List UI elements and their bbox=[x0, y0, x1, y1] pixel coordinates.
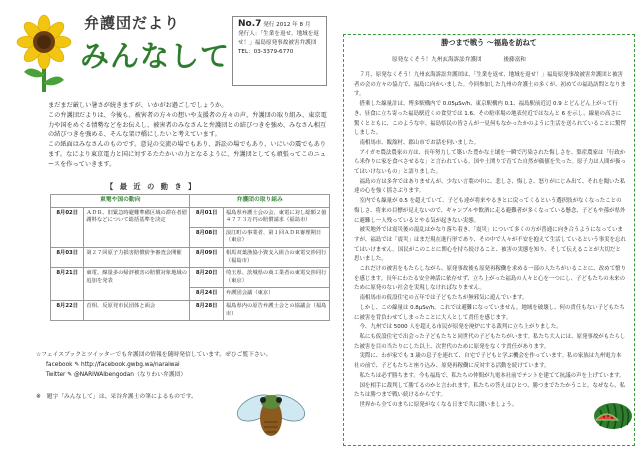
article-paragraph: 福島の方は多弁ではありませんが、少ない言葉の中に、悲しさ、悔しさ、怒りがにじみ出て、それを聞いた私達の心を強く揺さぶります。 bbox=[354, 178, 626, 195]
table-row bbox=[51, 247, 330, 267]
issue-date: 発行 2012 年 8 月 bbox=[263, 22, 311, 28]
event-date: 8月08日 bbox=[190, 227, 223, 247]
event-date: 8月22日 bbox=[51, 300, 84, 320]
article-paragraph: アイガモ農法農家の方は、長年努力して築いた豊かな土壌を一瞬で汚染された悔しさを、梨産農家は「行政から米作りに家を食べさせるな」と言われている。国や土関りで育てた自然が価値を失った。原子力は人間が扱ってはいけないもの」と語りました。 bbox=[354, 149, 626, 176]
article-byline bbox=[392, 55, 526, 63]
pencil-icon: ✎ bbox=[67, 372, 74, 378]
watermelon-icon bbox=[592, 390, 634, 430]
event-text: ＡＤＲ、旧緊急時避難準備区域の滞在者慰謝料などについて総括基準を決定 bbox=[84, 207, 190, 247]
greeting-text bbox=[48, 101, 330, 170]
schedule-heading: 【 最 近 の 動 き 】 bbox=[106, 182, 198, 191]
article-paragraph: 実際に、わが家でも 3 歳の息子を連れて、自宅で子どもと学ぶ機会を作っています。私の家族は九州電力本社の前で、子どもたちと座り込み、原発再稼働に反対する活動を続けています。 bbox=[354, 353, 622, 370]
twitter-label: Twitter bbox=[46, 372, 66, 378]
event-date: 8月02日 bbox=[51, 207, 84, 247]
article-paragraph: 南相馬市、飯舘村、郡山市でお話を伺いました。 bbox=[359, 139, 480, 146]
issue-publisher: 発行人：「生業を返せ、地域を返せ！」福島原発事故被害弁護団 bbox=[238, 31, 319, 46]
event-date: 8月20日 bbox=[190, 268, 223, 288]
table-row bbox=[51, 300, 330, 320]
twitter-link[interactable]: @NARIWAIbengodan（なりわい弁護団） bbox=[73, 372, 187, 378]
article-paragraph: 今、九州では 5000 人を超える市民が原発を廃炉にする裁判に立ち上がりました。 bbox=[359, 324, 562, 331]
table-row bbox=[51, 268, 330, 288]
article-paragraph: しかし、この線量は 0.8μSv/h。これでは避難になっていません。地域を破壊し、何の責任もない子どもたちに被害を背負わせてしまったことに大人として責任を感じます。 bbox=[354, 304, 625, 321]
facebook-link[interactable]: http://facebook.gwbg.wa/naraiwai bbox=[81, 362, 180, 368]
schedule-col-right: 弁護団の取り組み bbox=[190, 195, 330, 208]
article-paragraph: 世界から全てのまちに原発がなくなる日まで共に闘いましょう。 bbox=[359, 401, 518, 408]
event-date: 8月24日 bbox=[190, 288, 223, 301]
article-paragraph: 私たちは必ず勝ちます。今も福島で、私たちの仲間が九電本社前でテントを建てて抗議の声を上げています。 bbox=[359, 372, 625, 379]
pencil-icon: ✎ bbox=[74, 362, 82, 368]
article-title: 勝つまで戦う ～福島を訪ねて bbox=[441, 38, 537, 47]
cicada-icon bbox=[234, 378, 308, 446]
event-date: 8月09日 bbox=[190, 247, 223, 267]
article-paragraph: ７月、原発なくそう！九州玄海訴訟弁護団は、「生業を返せ、地域を返せ！」福島原発事故被害弁護団と被害者の会の方々の協力で、福島に向かいました。今回参加した九州の弁護士の多くが、初めての福島訪問となります。 bbox=[354, 72, 626, 98]
issue-info-box bbox=[232, 16, 327, 86]
event-text: 福島県弁護士会の会、東電に対し総額２億４７７３万円の賠償請求（福島市） bbox=[223, 207, 329, 227]
article-paragraph: 搭乗した線量計は、博多駅構内で 0.05μSv/h、東京駅構内 0.1、福島駅前近辺 0.9 とどんどん上がって行き、昼食に立ち寄った福島駅近くの食堂では 1.6、その駐車場の地表付近ではなんと 6 を示し、線量の高さに驚くとともに、このような中、福島県民の皆さんが一見何もなかったかのように生活を送られていることに驚愕しました。 bbox=[354, 101, 626, 137]
author-organization: 原発なくそう！九州玄海訴訟弁護団 bbox=[392, 57, 482, 63]
title-credit-note: ※ 題字「みんなして」は、采谷弁護士の筆によるものです。 bbox=[36, 394, 197, 400]
event-text: 弁護団会議（東京） bbox=[223, 288, 329, 301]
article-paragraph: これだけの被害をもたらしながら、原発事故後も原発再稼働を求める一部の人たちがいることに、改めて憤りを感じます。長年にわたる安全神話に依存せず、立ち上がった福島の人々と心を一つにし、子どもたちの未来のために原発のない社会を実現しなければなりません。 bbox=[354, 266, 626, 292]
article-paragraph: 被災地外では震災後の混乱はかなり落ち着き、「震災」について多くの方が普通に向き合うようになっていますが、福島では「震災」はまだ現在進行形であり、その中で人々が不安を抱えて生活しているという事実を忘れてはいけません。国民がこのことに関心を持ち続けること、被害の実態を知り、そして伝えることが大切だと思いました。 bbox=[354, 227, 626, 263]
schedule-col-left: 東電や国の動向 bbox=[51, 195, 190, 208]
author-name: 後藤富和 bbox=[503, 57, 526, 63]
schedule-header-row bbox=[51, 195, 330, 208]
event-text: 福島県内の原告弁護士会との協議会（福島市） bbox=[223, 300, 329, 320]
event-text: 相馬双葉漁協小資支入組合の東電交渉同行（福島市） bbox=[223, 247, 329, 267]
article-paragraph: 私にも仮設住宅で出会った子どもたちと同世代の子どもたちがいます。私たち大人には、原発事故がもたらした被害を目の当たりにした以上、次世代のために原発をなくす責任があります。 bbox=[354, 333, 626, 350]
event-text: 浪江町の事業者、第１回ＡＤＲ審理期日（東京） bbox=[223, 227, 329, 247]
greeting-paragraph: この弁護団だよりは、今後も、被害者の方々の想いや支援者の方々の声、弁護団の取り組み、東京電力や国をめぐる情勢などをお伝えし、被害者のみなさんと弁護団との結びつきを強め、みなさん相互の結びつきを強める、そんな架け橋にしたいと考えています。 bbox=[48, 111, 327, 139]
social-notice bbox=[36, 350, 336, 380]
issue-tel: TEL：03-3379-6770 bbox=[238, 49, 294, 55]
greeting-paragraph: この紙面はみなさんのものです。意見の交流の場でもあり、訴訟の場でもあり、いにいの震でもあります。なにより東京電力と国に対するたたかいの力となるように、弁護団としても頑張ってこのニュースを作っていきます。 bbox=[48, 141, 326, 168]
event-text: 第２７回原子力損害賠償紛争審査会開催 bbox=[84, 247, 190, 267]
article-paragraph: 国を相手に裁判して勝てるのかと言われます。私たちの答えはひとつ、勝つまでたたかうこと。なぜなら、私たちは勝つまで戦い続けるからです。 bbox=[354, 382, 626, 399]
issue-number: No.7 bbox=[238, 19, 262, 29]
event-text: 埼玉県、茨城県の商工業者の東電交渉同行（東京） bbox=[223, 268, 329, 288]
event-text: 東電、線量多の帰評被害の賠償対象地域の追加を発表 bbox=[84, 268, 190, 301]
event-date: 8月21日 bbox=[51, 268, 84, 301]
event-date: 8月03日 bbox=[51, 247, 84, 267]
article-paragraph: 南相馬市の仮設住宅の五年では子どもたちが無邪気に遊んでいます。 bbox=[359, 295, 528, 302]
event-text: 首相、反原発市民団体と面会 bbox=[84, 300, 190, 320]
table-row bbox=[51, 207, 330, 227]
masthead-subtitle: 弁護団だより bbox=[84, 14, 181, 32]
event-date: 8月28日 bbox=[190, 300, 223, 320]
article-body bbox=[354, 71, 626, 411]
schedule-table bbox=[50, 194, 330, 321]
event-date: 8月01日 bbox=[190, 207, 223, 227]
article-paragraph: 室内でも線量が 0.5 を超えていて、子ども達が将来やるきとに戻ってくるという選択肢がなくなったことの悔しさ、将来の目標が見えないので、ギャンブルや飲酒に走る避難者が多くなっている懸念、子どもや孫が県外に避難し一人残っているとやる気が起きない実態。 bbox=[354, 198, 626, 224]
masthead-title: みんなして bbox=[80, 39, 231, 73]
social-intro: ☆フェイスブックとツイッターでも弁護団の情報を随時発信しています。ぜひご覧下さい。 bbox=[36, 352, 272, 358]
greeting-paragraph: まだまだ厳しい暑さが続きますが、いかがお過ごしでしょうか。 bbox=[48, 102, 228, 109]
sunflower-icon bbox=[12, 12, 76, 92]
facebook-label: facebook bbox=[46, 362, 73, 368]
